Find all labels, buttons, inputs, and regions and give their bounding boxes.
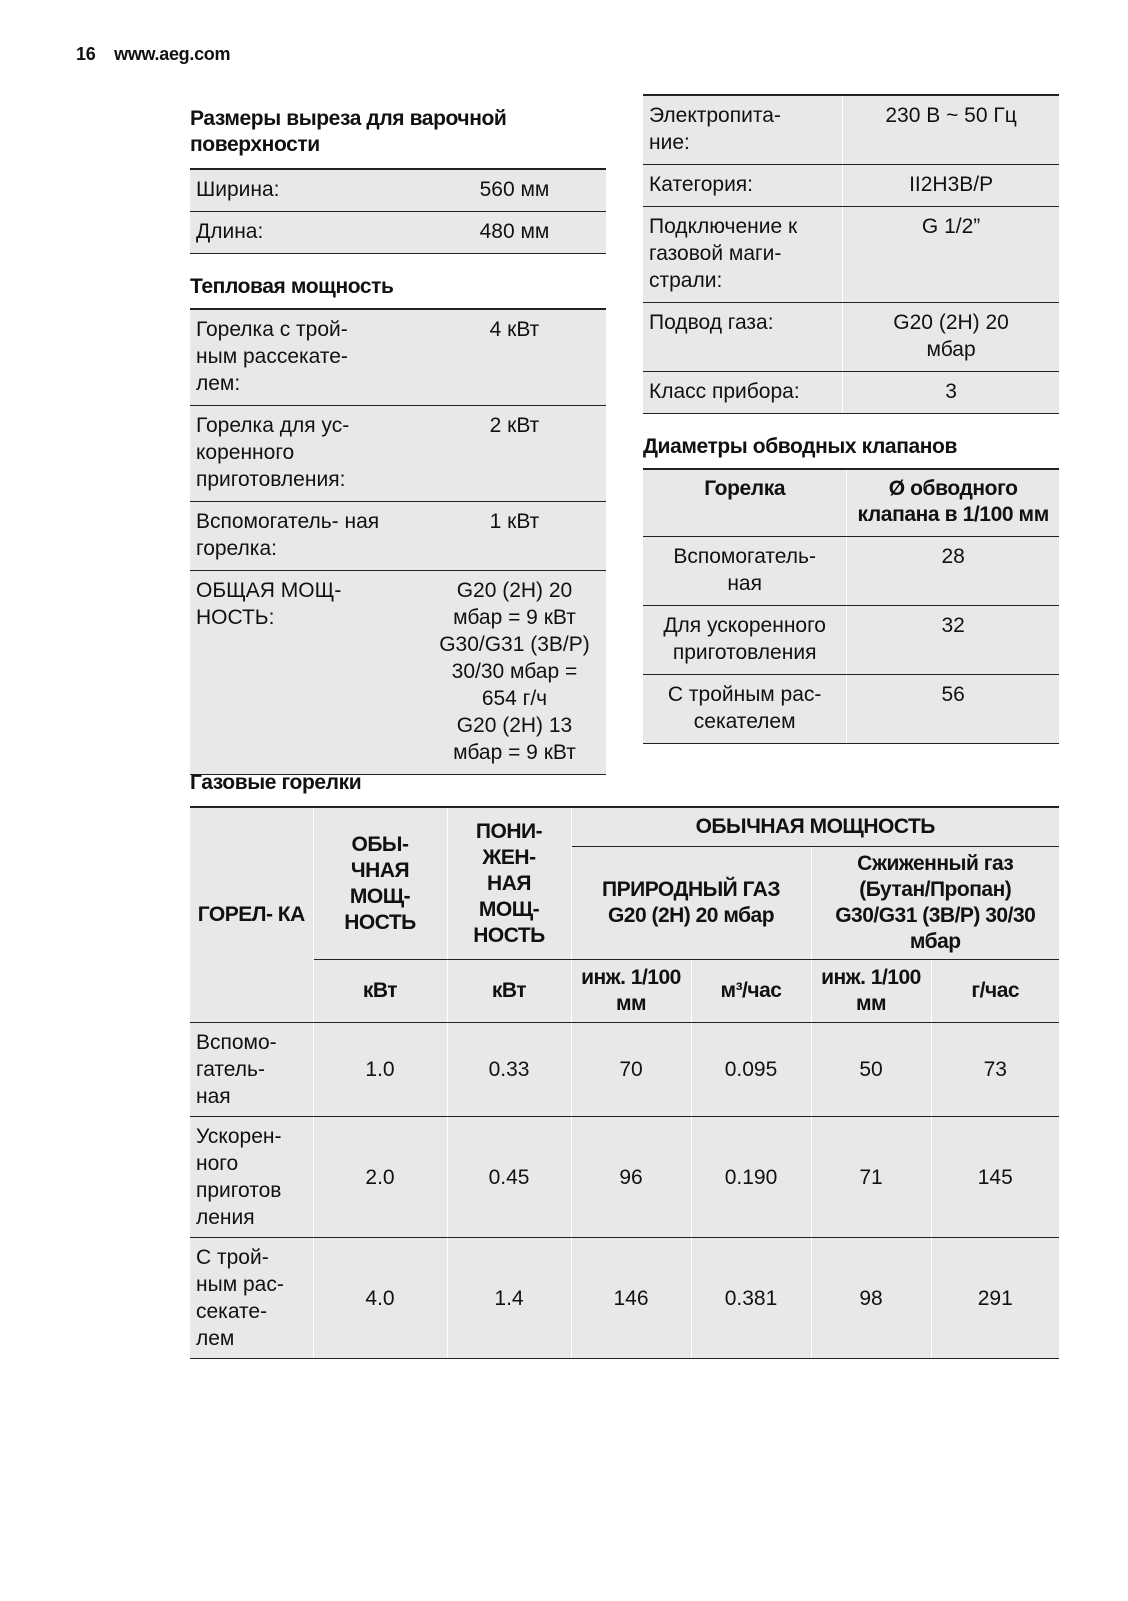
- gas-header-natural: ПРИРОДНЫЙ ГАЗ G20 (2H) 20 мбар: [571, 847, 811, 960]
- unit-kw: кВт: [447, 960, 571, 1023]
- cell-ng-injector: 70: [571, 1023, 691, 1117]
- unit-kw: кВт: [313, 960, 447, 1023]
- table-row: [643, 537, 1059, 606]
- cell-normal: 1.0: [313, 1023, 447, 1117]
- cell-lpg-flow: 73: [931, 1023, 1059, 1117]
- table-row: [643, 95, 1059, 165]
- website-link[interactable]: www.aeg.com: [114, 44, 231, 64]
- cell-lpg-injector: 50: [811, 1023, 931, 1117]
- total-line: G20 (2H) 20: [456, 579, 573, 602]
- cell-lpg-flow: 291: [931, 1238, 1059, 1359]
- cell-lpg-flow: 145: [931, 1117, 1059, 1238]
- page-number: 16: [76, 44, 96, 64]
- cell-reduced: 0.45: [447, 1117, 571, 1238]
- left-column: [190, 106, 606, 775]
- spec-label: Электропита- ние:: [643, 95, 843, 165]
- bypass-title: Диаметры обводных клапанов: [643, 435, 957, 458]
- gas-title: Газовые горелки: [190, 771, 362, 794]
- specs-table: [643, 94, 1059, 414]
- table-row: [190, 309, 606, 406]
- heat-label: Вспомогатель- ная горелка:: [190, 502, 423, 571]
- unit-injector: инж. 1/100 мм: [571, 960, 691, 1023]
- table-header-row: [643, 469, 1059, 537]
- spec-label: Категория:: [643, 165, 843, 207]
- cell-normal: 2.0: [313, 1117, 447, 1238]
- gas-header-reduced: ПОНИ- ЖЕН- НАЯ МОЩ- НОСТЬ: [447, 807, 571, 960]
- table-row: [190, 502, 606, 571]
- spec-label: Подвод газа:: [643, 303, 843, 372]
- spec-value: G20 (2H) 20 мбар: [843, 303, 1059, 372]
- page-header: [76, 44, 230, 65]
- bypass-burner: Вспомогатель- ная: [643, 537, 847, 606]
- cutout-value: 480 мм: [423, 212, 606, 254]
- spec-label: Подключение к газовой маги- страли:: [643, 207, 843, 303]
- table-row: [190, 1117, 1059, 1238]
- heat-total-value: [423, 571, 606, 775]
- gas-burners-section: [190, 770, 1059, 1359]
- total-line: 30/30 мбар =: [451, 660, 578, 683]
- heat-label: Горелка с трой- ным рассекате- лем:: [190, 309, 423, 406]
- cell-ng-injector: 146: [571, 1238, 691, 1359]
- cell-ng-injector: 96: [571, 1117, 691, 1238]
- bypass-header-diameter: Ø обводного клапана в 1/100 мм: [847, 469, 1059, 537]
- bypass-value: 28: [847, 537, 1059, 606]
- cell-normal: 4.0: [313, 1238, 447, 1359]
- right-column: [643, 94, 1059, 744]
- total-line: 654 г/ч: [481, 687, 548, 710]
- table-row: [190, 212, 606, 254]
- table-row: [190, 1238, 1059, 1359]
- heat-label: Горелка для ус- коренного приготовления:: [190, 406, 423, 502]
- heat-title: Тепловая мощность: [190, 275, 394, 298]
- cell-reduced: 0.33: [447, 1023, 571, 1117]
- cutout-value: 560 мм: [423, 169, 606, 212]
- cell-ng-flow: 0.381: [691, 1238, 811, 1359]
- table-row: [643, 207, 1059, 303]
- gas-header-normal: ОБЫ- ЧНАЯ МОЩ- НОСТЬ: [313, 807, 447, 960]
- cell-lpg-injector: 71: [811, 1117, 931, 1238]
- cell-ng-flow: 0.190: [691, 1117, 811, 1238]
- table-row: [643, 165, 1059, 207]
- bypass-header-burner: Горелка: [643, 469, 847, 537]
- table-row: [190, 571, 606, 775]
- cell-ng-flow: 0.095: [691, 1023, 811, 1117]
- heat-value: 4 кВт: [423, 309, 606, 406]
- table-row: [643, 303, 1059, 372]
- unit-injector: инж. 1/100 мм: [811, 960, 931, 1023]
- gas-header-lpg: Сжиженный газ (Бутан/Пропан) G30/G31 (3B/P) 30/30 мбар: [811, 847, 1059, 960]
- gas-header-burner: ГОРЕЛ- КА: [190, 807, 313, 1023]
- burner-name: С трой- ным рас- секате- лем: [190, 1238, 313, 1359]
- unit-gh: г/час: [931, 960, 1059, 1023]
- table-row: [643, 675, 1059, 744]
- total-line: G30/G31 (3B/P): [439, 633, 590, 656]
- spec-value: 230 В ~ 50 Гц: [843, 95, 1059, 165]
- spec-value: II2H3B/P: [843, 165, 1059, 207]
- bypass-table: [643, 468, 1059, 744]
- table-row: [190, 169, 606, 212]
- table-row: [190, 1023, 1059, 1117]
- cell-reduced: 1.4: [447, 1238, 571, 1359]
- table-units-row: [190, 960, 1059, 1023]
- total-line: мбар = 9 кВт: [453, 606, 576, 629]
- bypass-burner: С тройным рас- секателем: [643, 675, 847, 744]
- bypass-value: 32: [847, 606, 1059, 675]
- heat-table: [190, 308, 606, 775]
- burner-name: Ускорен- ного приготов ления: [190, 1117, 313, 1238]
- table-row: [643, 372, 1059, 414]
- cutout-label: Ширина:: [190, 169, 423, 212]
- cell-lpg-injector: 98: [811, 1238, 931, 1359]
- cutout-title: Размеры выреза для варочной поверхности: [190, 107, 507, 156]
- table-header-row: [190, 807, 1059, 847]
- table-row: [643, 606, 1059, 675]
- gas-header-group: ОБЫЧНАЯ МОЩНОСТЬ: [571, 807, 1059, 847]
- bypass-burner: Для ускоренного приготовления: [643, 606, 847, 675]
- gas-burners-table: [190, 806, 1059, 1359]
- cutout-table: [190, 168, 606, 254]
- heat-value: 1 кВт: [423, 502, 606, 571]
- spec-label: Класс прибора:: [643, 372, 843, 414]
- heat-label: ОБЩАЯ МОЩ- НОСТЬ:: [190, 571, 423, 775]
- total-line: мбар = 9 кВт: [453, 741, 576, 764]
- cutout-label: Длина:: [190, 212, 423, 254]
- heat-value: 2 кВт: [423, 406, 606, 502]
- burner-name: Вспомо- гатель- ная: [190, 1023, 313, 1117]
- spec-value: 3: [843, 372, 1059, 414]
- unit-m3h: м³/час: [691, 960, 811, 1023]
- total-line: G20 (2H) 13: [456, 714, 573, 737]
- bypass-value: 56: [847, 675, 1059, 744]
- table-row: [190, 406, 606, 502]
- spec-value: G 1/2”: [843, 207, 1059, 303]
